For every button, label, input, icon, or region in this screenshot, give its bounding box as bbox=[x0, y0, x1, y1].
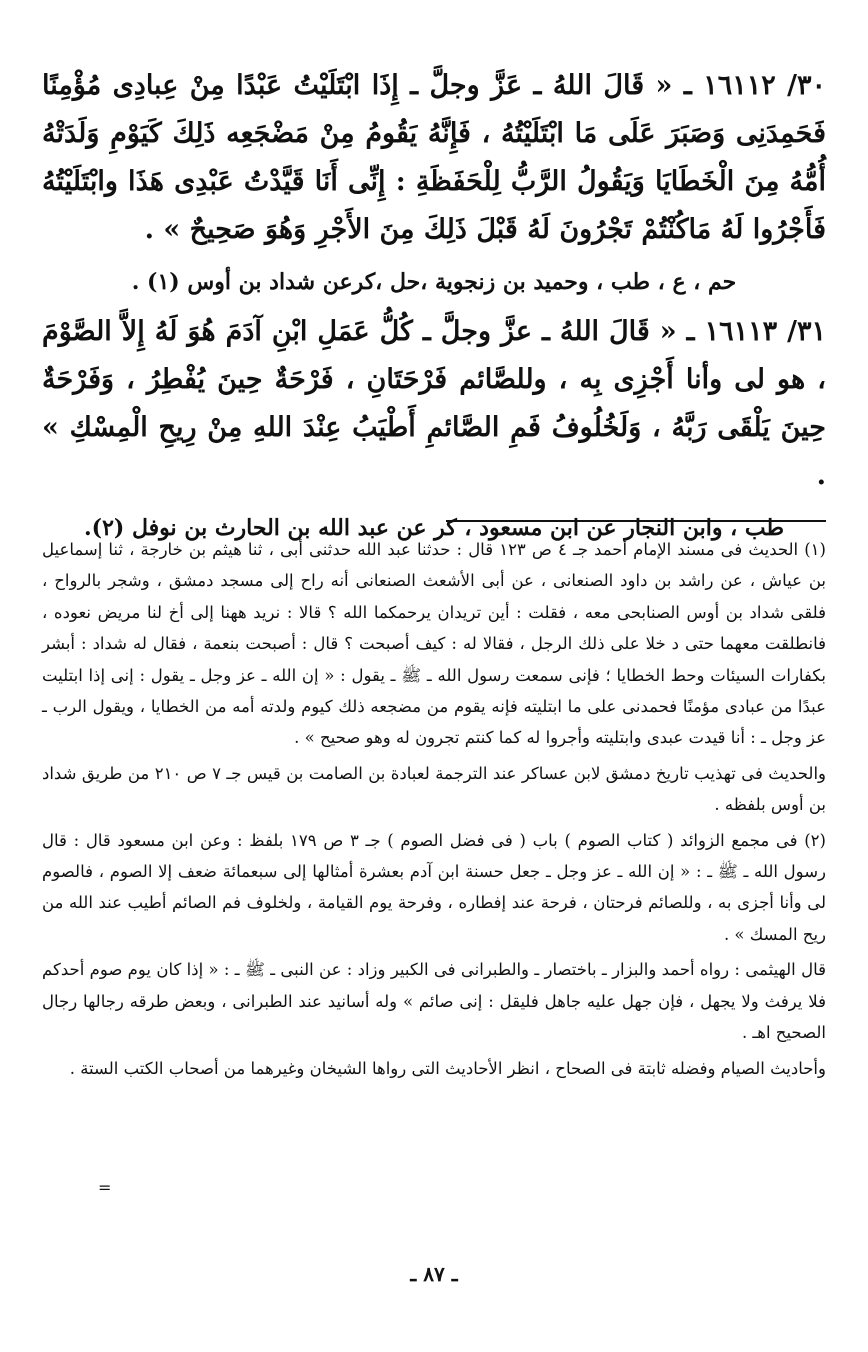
main-text bbox=[42, 62, 826, 554]
footnote-2: (٢) فى مجمع الزوائد ( كتاب الصوم ) باب ( فى فضل الصوم ) جـ ٣ ص ١٧٩ بلفظ : وعن ابن مسعود قال : قال رسول الله ـ ﷺ ـ : « إن الله ـ عز وجل ـ جعل حسنة ابن آدم بعشرة أمثالها إلى سبعمائة ضعف إلا الصوم ، فالصوم لى وأنا أجزى به ، وللصائم فرحتان ، فرحة عند إفطاره ، وفرحة يوم القيامة ، ولخلوف فم الصائم أطيب عند الله من ريح المسك » . bbox=[42, 830, 826, 944]
hadith-31-source: طب ، وابن النجار عن ابن مسعود ، كر عن عبد الله بن الحارث بن نوفل (٢). bbox=[84, 515, 784, 541]
footnote-1: (١) الحديث فى مسند الإمام أحمد جـ ٤ ص ١٢٣ قال : حدثنا عبد الله حدثنى أبى ، ثنا هيثم بن خارجة ، ثنا إسماعيل بن عياش ، عن راشد بن داود الصنعانى ، عن أبى الأشعث الصنعانى أنه راح إلى مسجد دمشق ، وشجر بالرواح ، فلقى شداد بن أوس الصنابحى معه ، فقلت : أين تريدان يرحمكما الله ؟ قالا : نريد ههنا إلى أخ لنا مريض نعوده ، فانطلقت معهما حتى د خلا على ذلك الرجل ، فقالا له : كيف أصبحت ؟ قال : أصبحت بنعمة ، فقال له شداد : أبشر بكفارات السيئات وحط الخطايا ؛ فإنى سمعت رسول الله ـ ﷺ ـ يقول : « إن الله ـ عز وجل ـ يقول : إنى إذا ابتليت عبدًا من عبادى مؤمنًا فحمدنى على ما ابتليته فإنه يقوم من مضجعه ذلك كيوم ولدته أمه من الخطايا ، ويقول الرب ـ عز وجل ـ : أنا قيدت عبدى وابتليته وأجروا له كما كنتم تجرون له وهو صحيح » . bbox=[42, 540, 826, 748]
page-number: ـ ٨٧ ـ bbox=[410, 1262, 458, 1286]
footnotes bbox=[42, 534, 826, 1088]
end-mark: = bbox=[98, 1178, 112, 1197]
footnote-2-closing: وأحاديث الصيام وفضله ثابتة فى الصحاح ، انظر الأحاديث التى رواها الشيخان وغيرهما من أصحاب الكتب الستة . bbox=[69, 1058, 826, 1078]
footnote-separator bbox=[446, 520, 826, 522]
footnote-2-haythami: قال الهيثمى : رواه أحمد والبزار ـ باختصار ـ والطبرانى فى الكبير وزاد : عن النبى ـ ﷺ ـ : « إذا كان يوم صوم أحدكم فلا يرفث ولا يجهل ، فإن جهل عليه جاهل فليقل : إنى صائم » وله أسانيد عند الطبرانى ، وبعض طرقه رجالها رجال الصحيح اهـ . bbox=[42, 960, 826, 1043]
footnote-1-continuation: والحديث فى تهذيب تاريخ دمشق لابن عساكر عند الترجمة لعبادة بن الصامت بن قيس جـ ٧ ص ٢١٠ من طريق شداد بن أوس بلفظه . bbox=[42, 763, 826, 815]
hadith-31: ٣١/ ١٦١١٣ ـ « قَالَ اللهُ ـ عزَّ وجلَّ ـ كُلُّ عَمَلِ ابْنِ آدَمَ هُوَ لَهُ إِلاَّ الصَّوْمَ ، هو لى وأنا أَجْزِى بِه ، وللصَّائم فَرْحَتَانِ ، فَرْحَةٌ حِينَ يُفْطِرُ ، وَفَرْحَةٌ حِينَ يَلْقَى رَبَّهُ ، وَلَخُلُوفُ فَمِ الصَّائمِ أَطْيَبُ عِنْدَ اللهِ مِنْ رِيحِ الْمِسْكِ » . bbox=[42, 316, 826, 491]
hadith-30-source: حم ، ع ، طب ، وحميد بن زنجوية ،حل ،كرعن شداد بن أوس (١) . bbox=[131, 269, 737, 295]
hadith-30: ٣٠/ ١٦١١٢ ـ « قَالَ اللهُ ـ عَزَّ وجلَّ ـ إِذَا ابْتَلَيْتُ عَبْدًا مِنْ عِبادِى مُؤْمِنًا فَحَمِدَنِى وَصَبَرَ عَلَى مَا ابْتَلَيْتُهُ ، فَإِنَّهُ يَقُومُ مِنْ مَضْجَعِه ذَلِكَ كَيَوْمِ وَلَدَتْهُ أُمُّهُ مِنَ الْخَطَايَا وَيَقُولُ الرَّبُّ لِلْحَفَظَةِ : إِنِّى أَنَا قَيَّدْتُ عَبْدِى هَذَا وابْتَلَيْتُهُ فَأَجْرُوا لَهُ مَاكُنْتُمْ تَجْرُونَ لَهُ قَبْلَ ذَلِكَ مِنَ الأَجْرِ وَهُوَ صَحِيحٌ » . bbox=[42, 70, 826, 245]
